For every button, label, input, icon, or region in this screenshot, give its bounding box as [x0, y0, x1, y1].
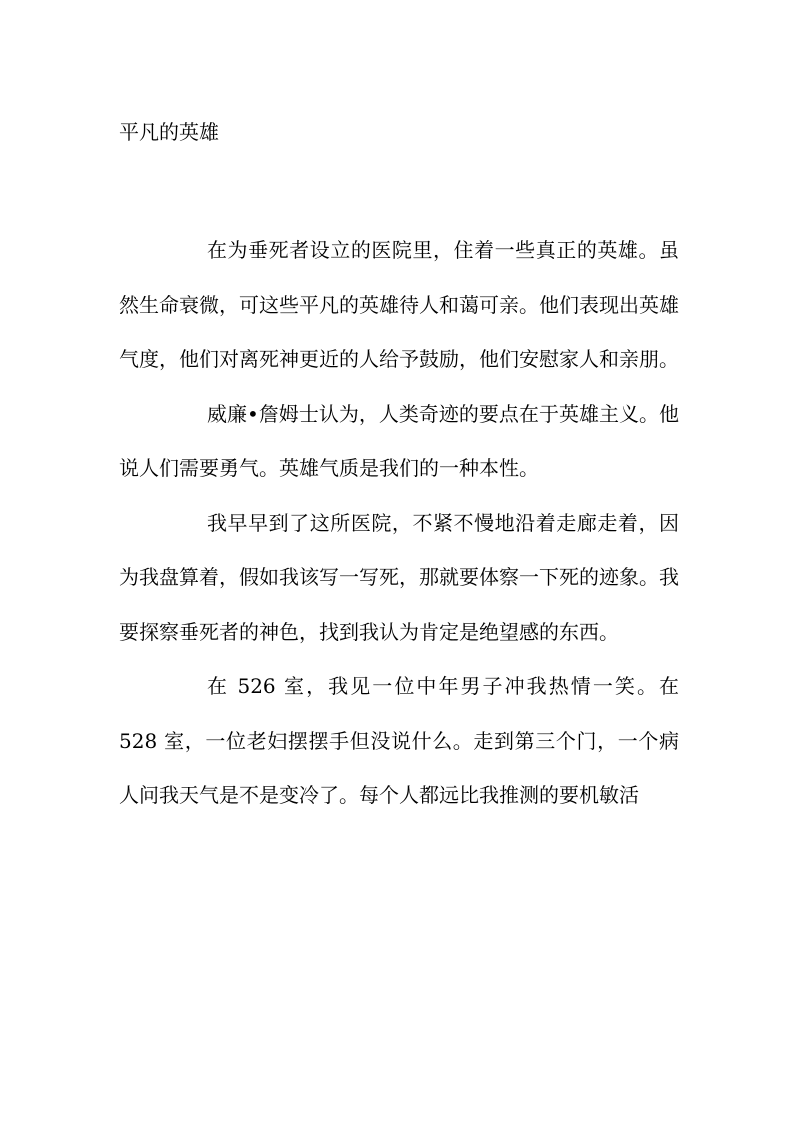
document-body [119, 223, 679, 823]
paragraph-1: 在为垂死者设立的医院里，住着一些真正的英雄。虽然生命衰微，可这些平凡的英雄待人和蔼可亲。他们表现出英雄气度，他们对离死神更近的人给予鼓励，他们安慰家人和亲朋。 [119, 238, 679, 371]
paragraph-2: 威廉•詹姆士认为，人类奇迹的要点在于英雄主义。他说人们需要勇气。英雄气质是我们的一种本性。 [119, 401, 679, 480]
paragraph-4: 在 526 室，我见一位中年男子冲我热情一笑。在 528 室，一位老妇摆摆手但没说什么。走到第三个门，一个病人问我天气是不是变冷了。每个人都远比我推测的要机敏活 [119, 674, 679, 807]
paragraph-3: 我早早到了这所医院，不紧不慢地沿着走廊走着，因为我盘算着，假如我该写一写死，那就要体察一下死的迹象。我要探察垂死者的神色，找到我认为肯定是绝望感的东西。 [119, 510, 679, 644]
document-title: 平凡的英雄 [119, 120, 219, 144]
